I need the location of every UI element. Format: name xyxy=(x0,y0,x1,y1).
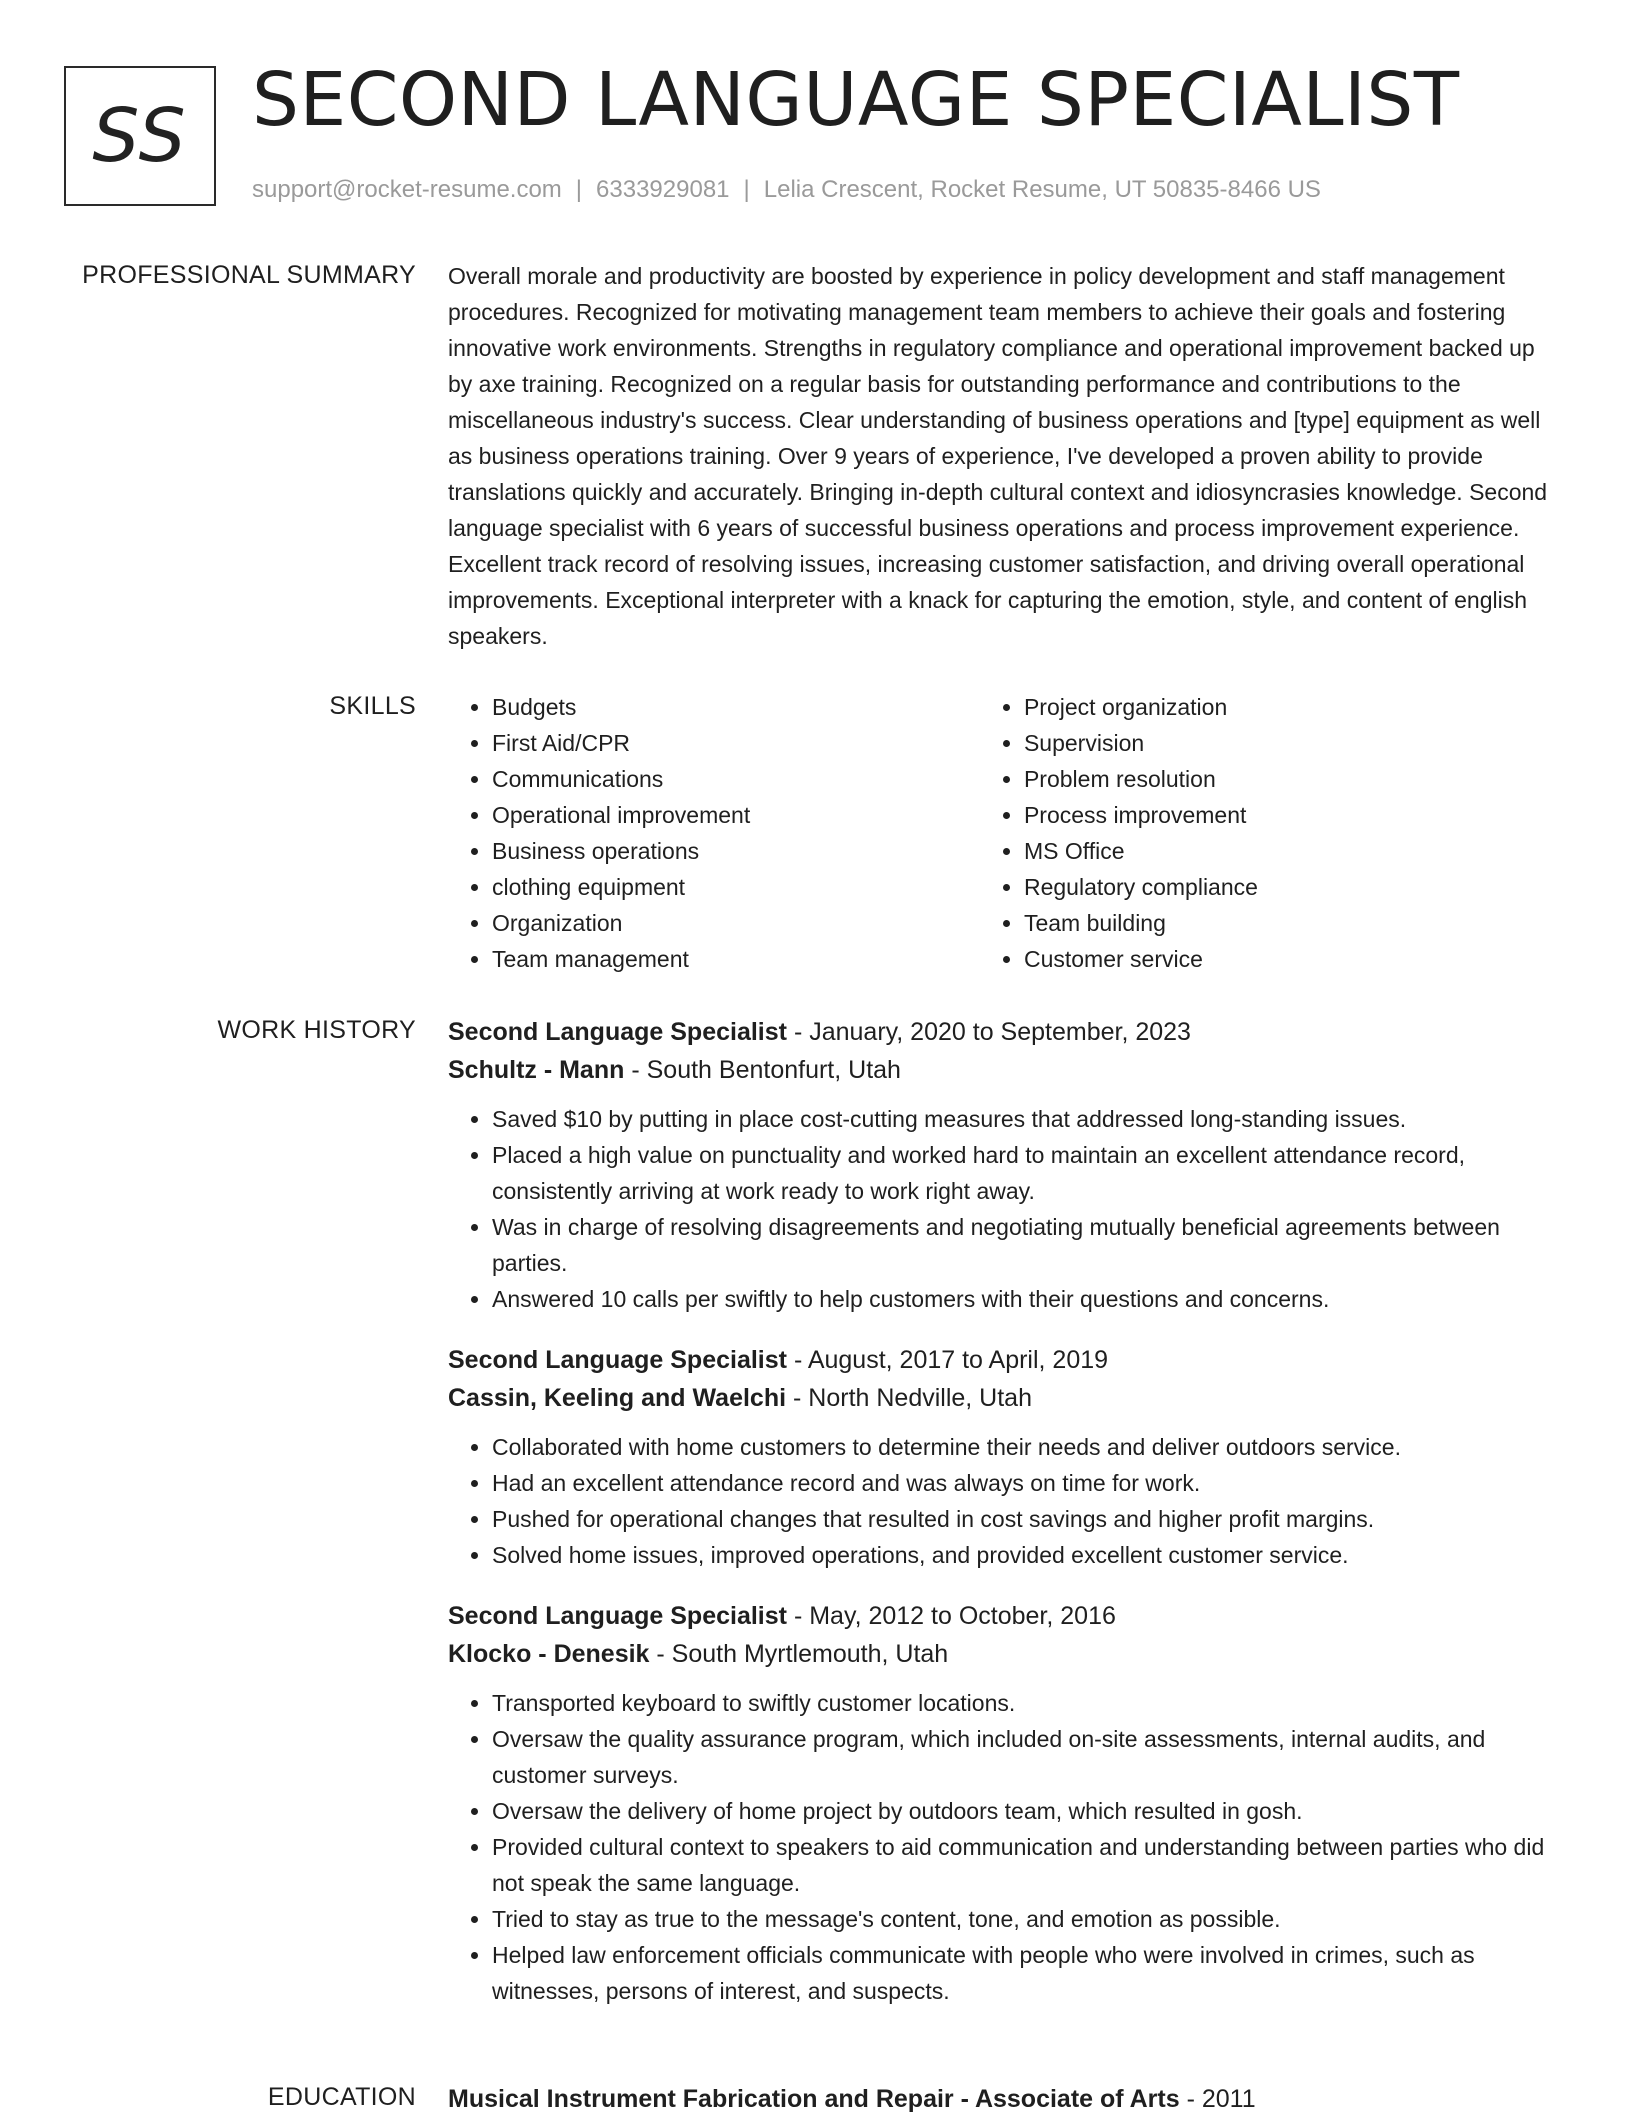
skill-item: • Team management xyxy=(492,941,980,977)
job-title-line xyxy=(448,1341,1564,1379)
job-entry xyxy=(448,1013,1564,1317)
work-history-heading: WORK HISTORY xyxy=(217,1016,416,1044)
contact-line xyxy=(252,175,1321,205)
job-entry xyxy=(448,1597,1564,2009)
education-line xyxy=(448,2080,1564,2118)
job-bullet: • Was in charge of resolving disagreements and negotiating mutually beneficial agreements between parties. xyxy=(492,1209,1564,1281)
skill-item: • First Aid/CPR xyxy=(492,725,980,761)
job-role: Second Language Specialist xyxy=(448,1018,787,1046)
skill-item: • clothing equipment xyxy=(492,869,980,905)
education-heading: EDUCATION xyxy=(267,2083,416,2111)
job-location: - North Nedville, Utah xyxy=(793,1384,1032,1412)
job-dates: - August, 2017 to April, 2019 xyxy=(793,1346,1109,1374)
skill-item: • Operational improvement xyxy=(492,797,980,833)
skills-body xyxy=(448,689,1564,977)
summary-heading: PROFESSIONAL SUMMARY xyxy=(82,261,416,289)
job-company-line xyxy=(448,1051,1564,1089)
job-company: Schultz - Mann xyxy=(448,1056,625,1084)
job-bullet: • Solved home issues, improved operations, and provided excellent customer service. xyxy=(492,1537,1564,1573)
job-role: Second Language Specialist xyxy=(448,1346,787,1374)
education-degree: Musical Instrument Fabrication and Repair - Associate of Arts xyxy=(448,2085,1180,2113)
education-year: - 2011 xyxy=(1186,2085,1256,2113)
skill-item: • Business operations xyxy=(492,833,980,869)
job-bullets xyxy=(448,1101,1564,1317)
job-company: Klocko - Denesik xyxy=(448,1640,650,1668)
skill-item: • Project organization xyxy=(1024,689,1564,725)
contact-phone: 6333929081 xyxy=(596,176,730,203)
job-entry xyxy=(448,1341,1564,1573)
job-location: - South Bentonfurt, Utah xyxy=(631,1056,901,1084)
job-bullet: • Provided cultural context to speakers to aid communication and understanding between parties who did not speak the same language. xyxy=(492,1829,1564,1901)
monogram-box xyxy=(64,66,216,206)
contact-separator: | xyxy=(743,176,750,203)
job-role: Second Language Specialist xyxy=(448,1602,787,1630)
job-bullet: • Answered 10 calls per swiftly to help customers with their questions and concerns. xyxy=(492,1281,1564,1317)
job-bullet: • Had an excellent attendance record and was always on time for work. xyxy=(492,1465,1564,1501)
skill-item: • Process improvement xyxy=(1024,797,1564,833)
job-dates: - May, 2012 to October, 2016 xyxy=(793,1602,1116,1630)
contact-address: Lelia Crescent, Rocket Resume, UT 50835-8466 US xyxy=(763,176,1321,203)
skills-list-left xyxy=(448,689,980,977)
skills-columns xyxy=(448,689,1564,977)
contact-email: support@rocket-resume.com xyxy=(252,176,562,203)
contact-separator: | xyxy=(575,176,583,203)
job-bullets xyxy=(448,1429,1564,1573)
job-bullet: • Tried to stay as true to the message's content, tone, and emotion as possible. xyxy=(492,1901,1564,1937)
skills-heading: SKILLS xyxy=(329,692,416,720)
skills-list-right xyxy=(980,689,1564,977)
job-company: Cassin, Keeling and Waelchi xyxy=(448,1384,787,1412)
job-location: - South Myrtlemouth, Utah xyxy=(656,1640,949,1668)
job-bullet: • Saved $10 by putting in place cost-cutting measures that addressed long-standing issues. xyxy=(492,1101,1564,1137)
job-bullet: • Collaborated with home customers to determine their needs and deliver outdoors service. xyxy=(492,1429,1564,1465)
job-company-line xyxy=(448,1379,1564,1417)
job-title-line xyxy=(448,1597,1564,1635)
job-bullets xyxy=(448,1685,1564,2009)
job-bullet: • Helped law enforcement officials communicate with people who were involved in crimes, such as witnesses, persons of interest, and suspects. xyxy=(492,1937,1564,2009)
skill-item: • Team building xyxy=(1024,905,1564,941)
summary-body xyxy=(448,258,1564,654)
skill-item: • Budgets xyxy=(492,689,980,725)
job-bullet: • Oversaw the quality assurance program, which included on-site assessments, internal audits, and customer surveys. xyxy=(492,1721,1564,1793)
skill-item: • Problem resolution xyxy=(1024,761,1564,797)
monogram-initials: SS xyxy=(92,93,188,179)
job-bullet: • Placed a high value on punctuality and worked hard to maintain an excellent attendance record, consistently arriving at work ready to work right away. xyxy=(492,1137,1564,1209)
skill-item: • Supervision xyxy=(1024,725,1564,761)
job-bullet: • Transported keyboard to swiftly customer locations. xyxy=(492,1685,1564,1721)
job-company-line xyxy=(448,1635,1564,1673)
skill-item: • Customer service xyxy=(1024,941,1564,977)
job-bullet: • Oversaw the delivery of home project by outdoors team, which resulted in gosh. xyxy=(492,1793,1564,1829)
summary-text: Overall morale and productivity are boosted by experience in policy development and staff management procedures. Recognized for motivating management team members to achieve their goals and fostering innovative work environments. Strengths in regulatory compliance and operational improvement backed up by axe training. Recognized on a regular basis for outstanding performance and contributions to the miscellaneous industry's success. Clear understanding of business operations and [type] equipment as well as business operations training. Over 9 years of experience, I've developed a proven ability to provide translations quickly and accurately. Bringing in-depth cultural context and idiosyncrasies knowledge. Second language specialist with 6 years of successful business operations and process improvement experience. Excellent track record of resolving issues, increasing customer satisfaction, and driving overall operational improvements. Exceptional interpreter with a knack for capturing the emotion, style, and content of english speakers. xyxy=(448,263,1548,649)
resume-name: SECOND LANGUAGE SPECIALIST xyxy=(252,57,1460,143)
education-body xyxy=(448,2080,1564,2118)
skill-item: • Organization xyxy=(492,905,980,941)
skill-item: • MS Office xyxy=(1024,833,1564,869)
job-title-line xyxy=(448,1013,1564,1051)
skill-item: • Regulatory compliance xyxy=(1024,869,1564,905)
work-history-body xyxy=(448,1013,1564,2033)
skill-item: • Communications xyxy=(492,761,980,797)
job-dates: - January, 2020 to September, 2023 xyxy=(793,1018,1191,1046)
job-bullet: • Pushed for operational changes that resulted in cost savings and higher profit margins. xyxy=(492,1501,1564,1537)
